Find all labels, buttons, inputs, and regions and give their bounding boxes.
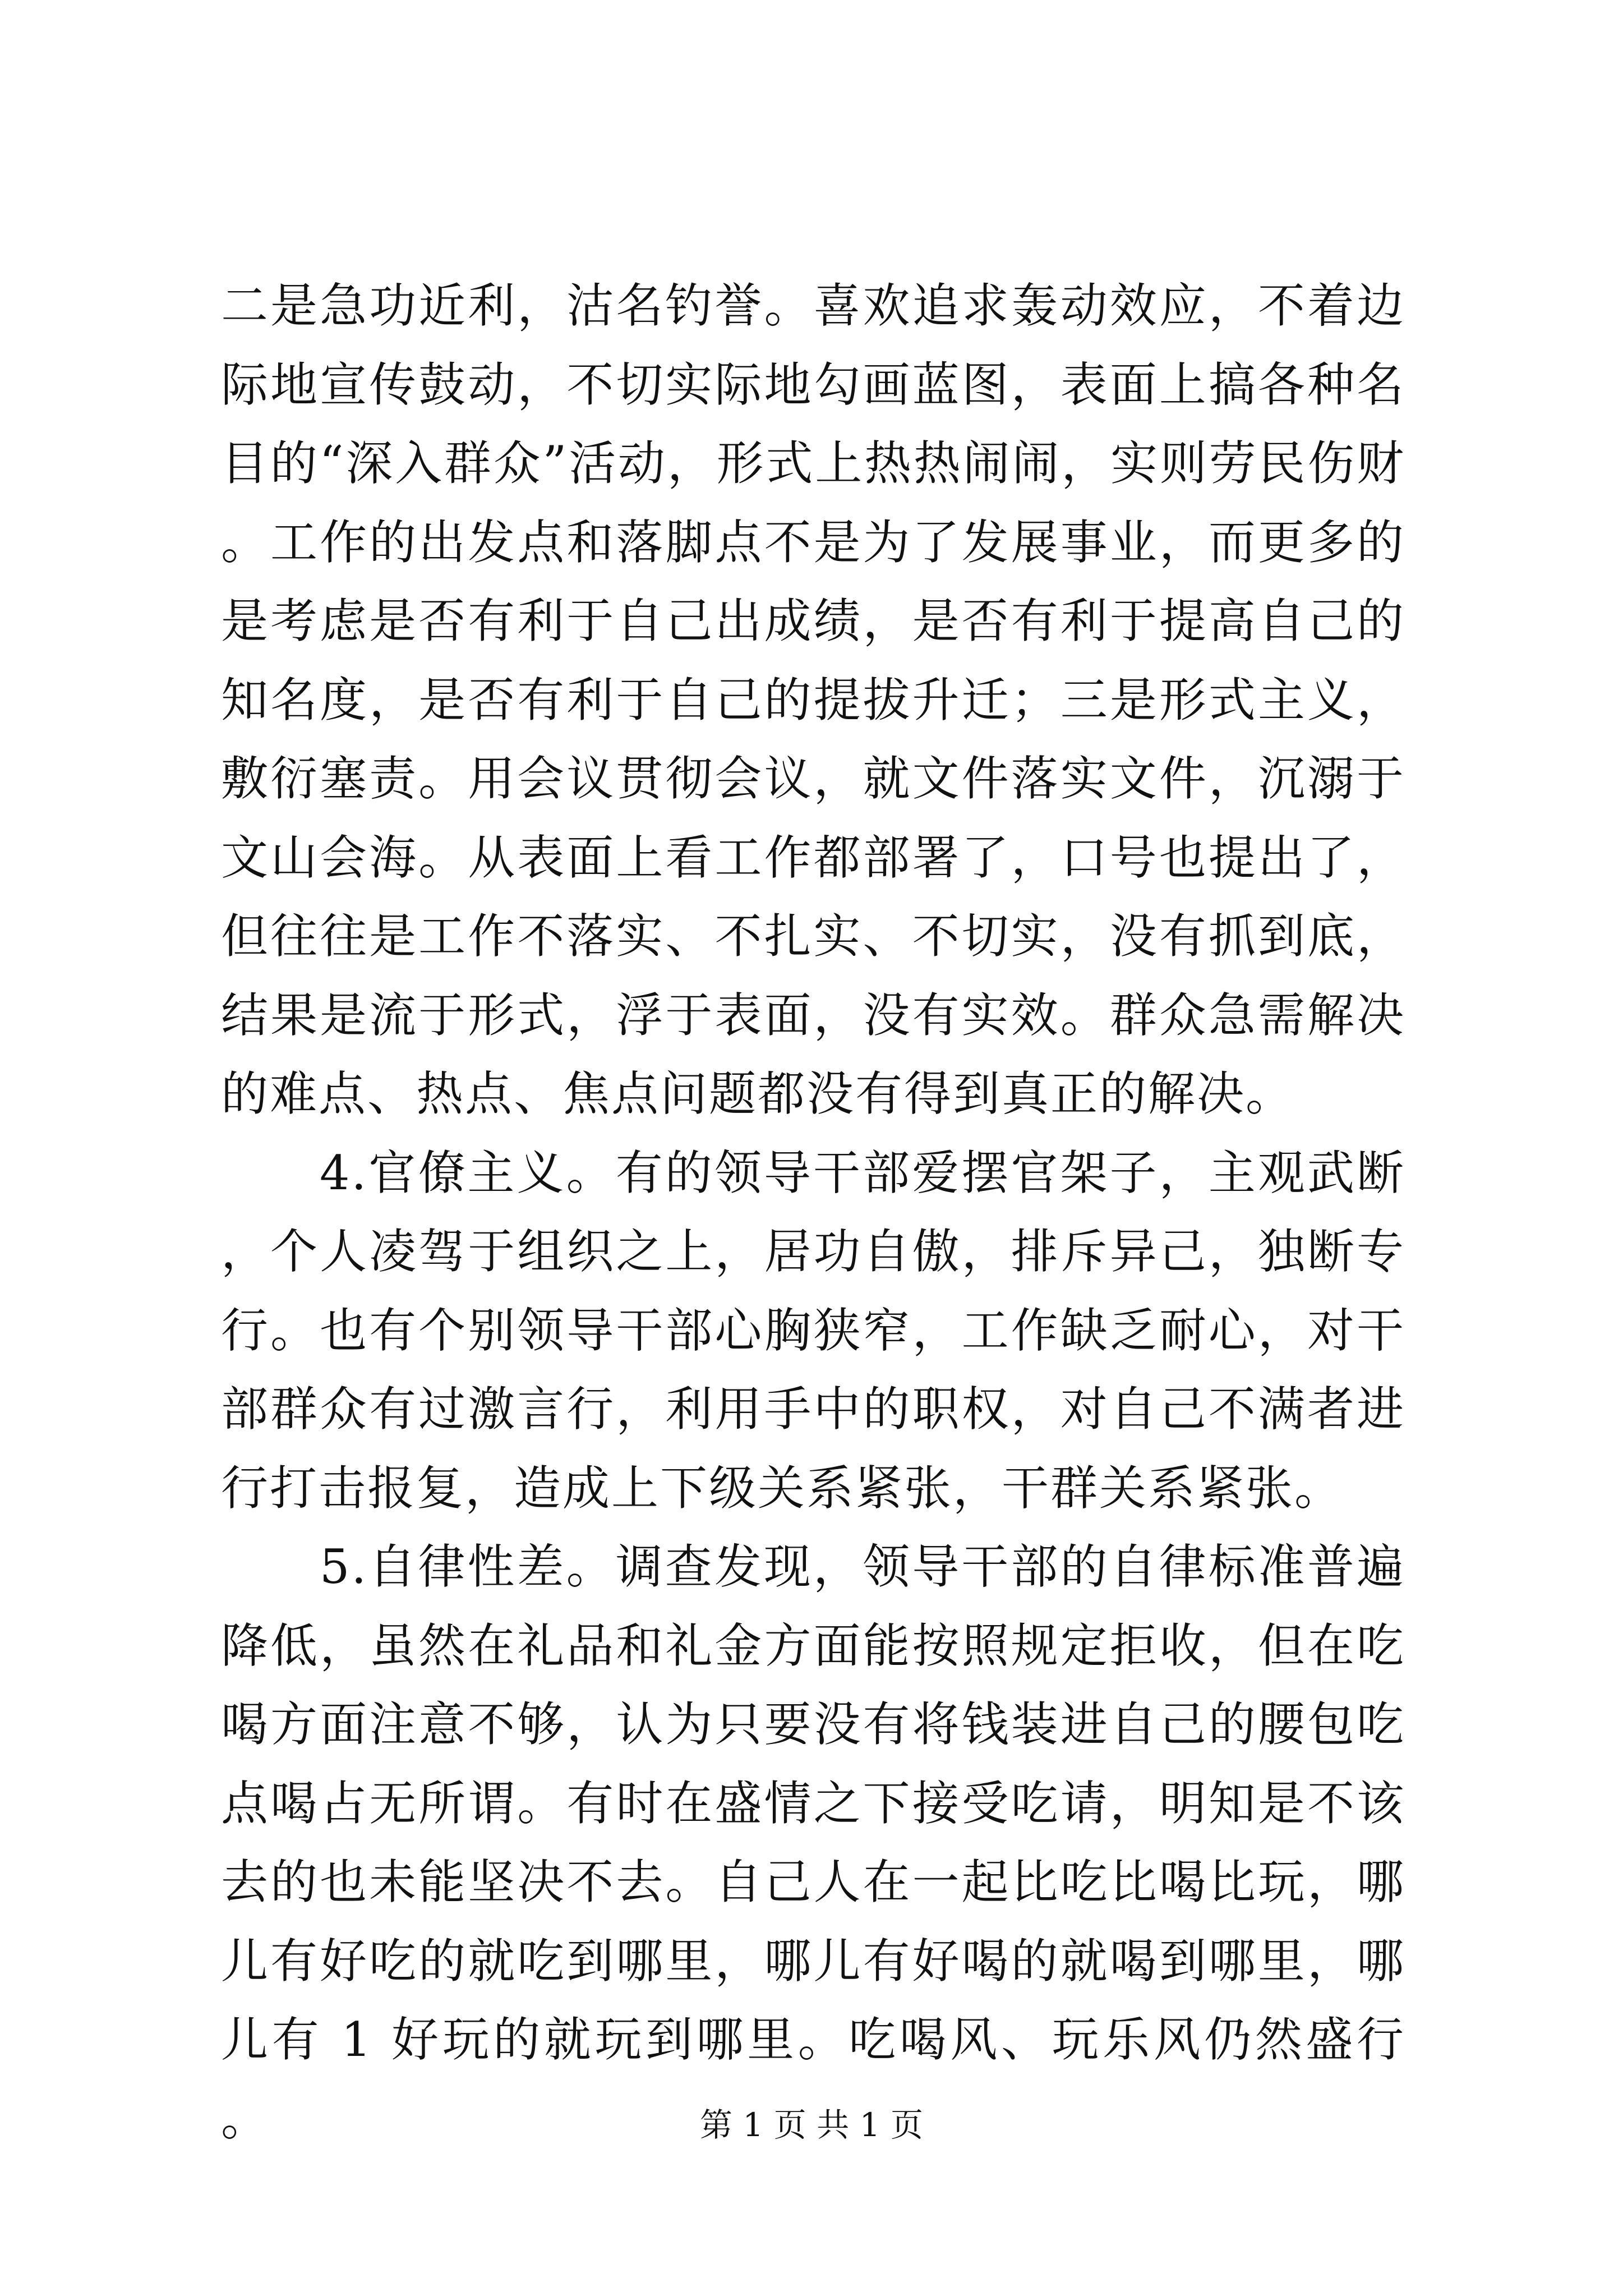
paragraph-3: 5.自律性差。调查发现，领导干部的自律标准普遍降低，虽然在礼品和礼金方面能按照规定拒收，但在吃喝方面注意不够，认为只要没有将钱装进自己的腰包吃点喝占无所谓。有时在盛情之下接受吃请，明知是不该去的也未能坚决不去。自己人在一起比吃比喝比玩，哪儿有好吃的就吃到哪里，哪儿有好喝的就喝到哪里，哪儿有 1 好玩的就玩到哪里。吃喝风、玩乐风仍然盛行。 xyxy=(221,1539,1405,2146)
page-footer: 第 1 页 共 1 页 xyxy=(700,2106,923,2144)
document-body xyxy=(221,266,1405,2158)
paragraph-1: 二是急功近利，沽名钓誉。喜欢追求轰动效应，不着边际地宣传鼓动，不切实际地勾画蓝图，表面上搞各种名目的“深入群众”活动，形式上热热闹闹，实则劳民伤财。工作的出发点和落脚点不是为了发展事业，而更多的是考虑是否有利于自己出成绩，是否有利于提高自己的知名度，是否有利于自己的提拔升迁；三是形式主义，敷衍塞责。用会议贯彻会议，就文件落实文件，沉溺于文山会海。从表面上看工作都部署了，口号也提出了，但往往是工作不落实、不扎实、不切实，没有抓到底，结果是流于形式，浮于表面，没有实效。群众急需解决的难点、热点、焦点问题都没有得到真正的解决。 xyxy=(221,278,1405,1121)
paragraph-2: 4.官僚主义。有的领导干部爱摆官架子，主观武断，个人凌驾于组织之上，居功自傲，排斥异己，独断专行。也有个别领导干部心胸狭窄，工作缺乏耐心，对干部群众有过激言行，利用手中的职权，对自己不满者进行打击报复，造成上下级关系紧张，干群关系紧张。 xyxy=(221,1145,1405,1516)
